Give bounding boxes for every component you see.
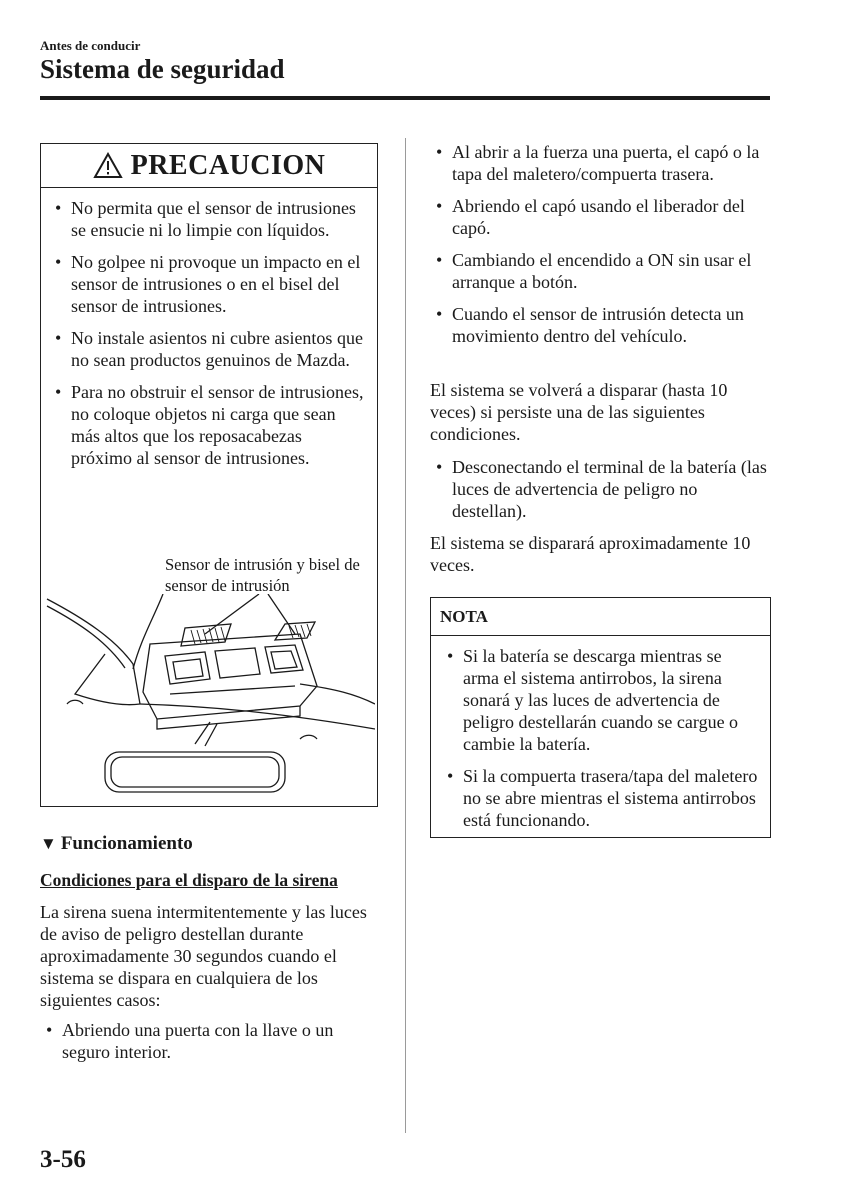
- caution-item: • No instale asientos ni cubre asientos que no sean productos genuinos de Mazda.: [49, 327, 367, 371]
- rearm-list: [430, 456, 775, 532]
- caution-list: [49, 197, 367, 479]
- section-heading: [40, 833, 193, 855]
- note-box: [430, 597, 771, 838]
- caution-item: • No golpee ni provoque un impacto en el sensor de intrusiones o en el bisel del sensor de intrusiones.: [49, 251, 367, 317]
- trigger-item: • Abriendo el capó usando el liberador del capó.: [430, 195, 775, 239]
- triangle-marker-icon: ▼: [40, 834, 57, 853]
- warning-triangle-icon: [93, 152, 123, 179]
- caution-item: • Para no obstruir el sensor de intrusiones, no coloque objetos ni carga que sean más altos que los reposacabezas próximo al sensor de intrusiones.: [49, 381, 367, 469]
- caution-title: PRECAUCION: [130, 149, 326, 181]
- repeat-paragraph: El sistema se disparará aproximadamente 10 veces.: [430, 533, 751, 575]
- section-heading-text: Funcionamiento: [60, 833, 193, 854]
- rearm-paragraph: El sistema se volverá a disparar (hasta 10 veces) si persiste una de las siguientes condiciones.: [430, 380, 728, 444]
- breadcrumb: Antes de conducir: [40, 38, 141, 53]
- rearm-item: • Desconectando el terminal de la batería (las luces de advertencia de peligro no destellan).: [430, 456, 775, 522]
- trigger-item: • Abriendo una puerta con la llave o un seguro interior.: [40, 1019, 385, 1063]
- intrusion-sensor-diagram: [45, 594, 375, 804]
- note-title: NOTA: [431, 598, 770, 636]
- trigger-item: • Cambiando el encendido a ON sin usar el arranque a botón.: [430, 249, 775, 293]
- note-item: • Si la compuerta trasera/tapa del maletero no se abre mientras el sistema antirrobos está funcionando.: [441, 765, 761, 831]
- column-divider: [405, 138, 406, 1133]
- page-title: Sistema de seguridad: [40, 54, 285, 84]
- note-list: [441, 645, 761, 841]
- caution-box: [40, 143, 378, 807]
- caution-item: • No permita que el sensor de intrusiones se ensucie ni lo limpie con líquidos.: [49, 197, 367, 241]
- subheading: Condiciones para el disparo de la sirena: [40, 870, 338, 890]
- trigger-item: • Cuando el sensor de intrusión detecta un movimiento dentro del vehículo.: [430, 303, 775, 347]
- trigger-item: • Al abrir a la fuerza una puerta, el capó o la tapa del maletero/compuerta trasera.: [430, 141, 775, 185]
- page-number: 3-56: [40, 1146, 86, 1173]
- trigger-list-left: [40, 1019, 385, 1073]
- note-item: • Si la batería se descarga mientras se arma el sistema antirrobos, la sirena sonará y las luces de advertencia de peligro destellarán cuando se cargue o cambie la batería.: [441, 645, 761, 755]
- caution-header: [41, 144, 377, 188]
- trigger-list-right: [430, 141, 775, 357]
- intro-paragraph: La sirena suena intermitentemente y las luces de aviso de peligro destellan durante aproximadamente 30 segundos cuando el sistema se dispara en cualquiera de los siguientes casos:: [40, 902, 367, 1010]
- header-rule: [40, 96, 770, 100]
- figure-caption: Sensor de intrusión y bisel de sensor de intrusión: [165, 555, 360, 595]
